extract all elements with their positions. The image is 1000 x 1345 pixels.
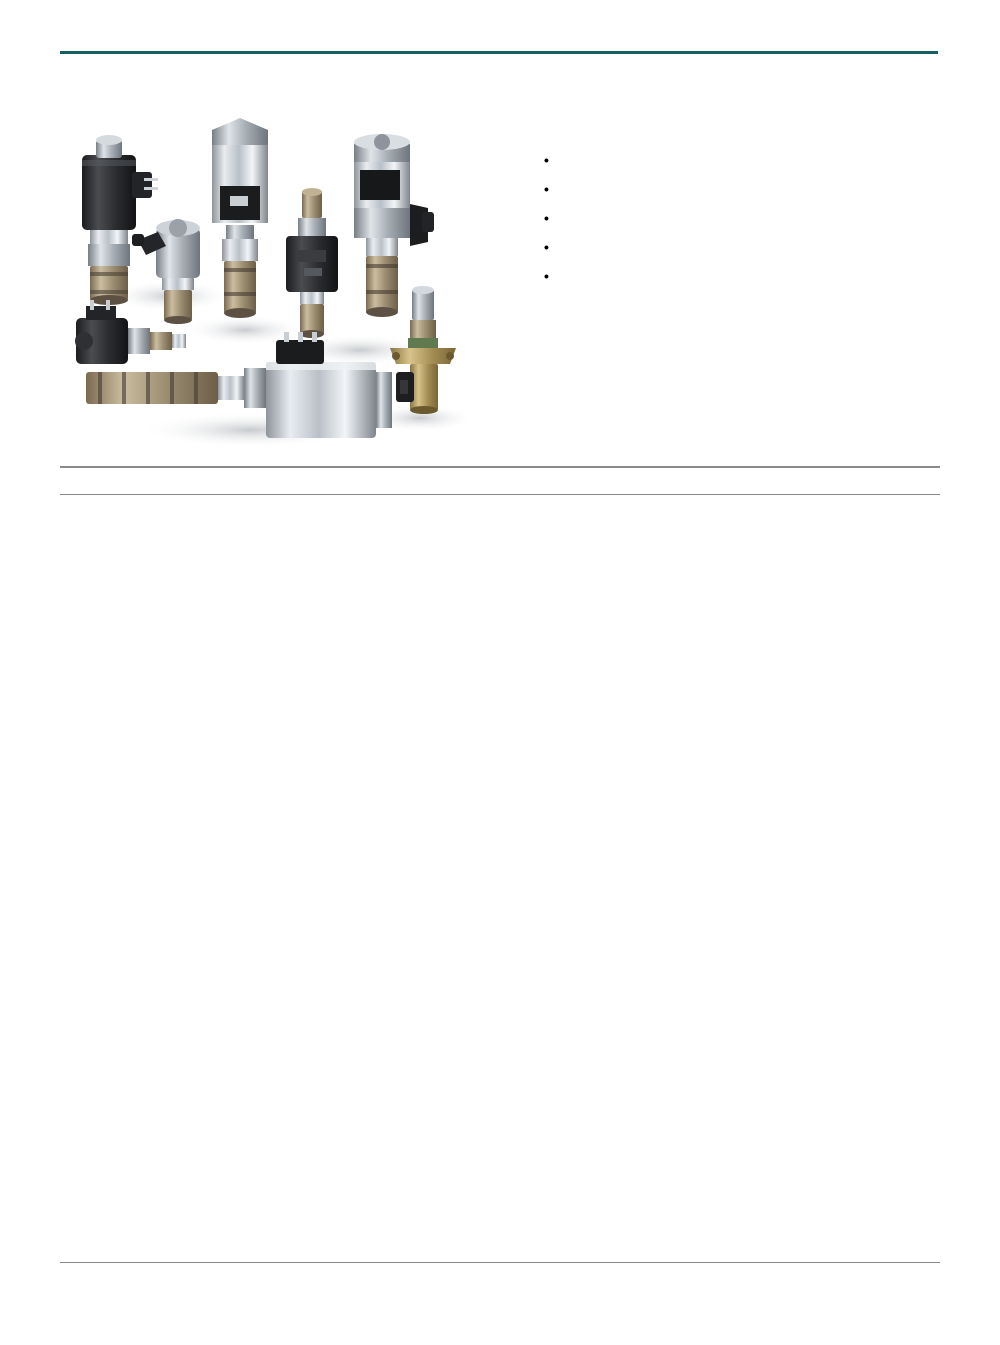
bullet-icon: • (544, 268, 549, 284)
valve-unit-4 (286, 188, 338, 338)
features-list (542, 152, 982, 297)
valve-photo-illustration (60, 100, 480, 450)
bullet-icon: • (544, 239, 549, 255)
page-footer (60, 1262, 940, 1271)
bullet-icon: • (544, 210, 549, 226)
feature-item (542, 239, 982, 256)
footer-divider (60, 1262, 940, 1263)
section-spacer (60, 468, 940, 494)
valve-unit-1 (82, 135, 158, 305)
table-mid-rule (60, 494, 940, 495)
feature-item (542, 152, 982, 169)
bullet-icon: • (544, 152, 549, 168)
feature-item (542, 181, 982, 198)
hero-section (60, 100, 940, 450)
feature-item (542, 210, 982, 227)
feature-item (542, 268, 982, 285)
valve-unit-7 (86, 368, 266, 408)
title-divider (60, 51, 938, 54)
bullet-icon: • (544, 181, 549, 197)
solenoid-valves-photo (60, 100, 480, 450)
page-header (60, 42, 940, 54)
valve-unit-9 (390, 286, 456, 414)
valve-symbol-table (60, 466, 940, 495)
